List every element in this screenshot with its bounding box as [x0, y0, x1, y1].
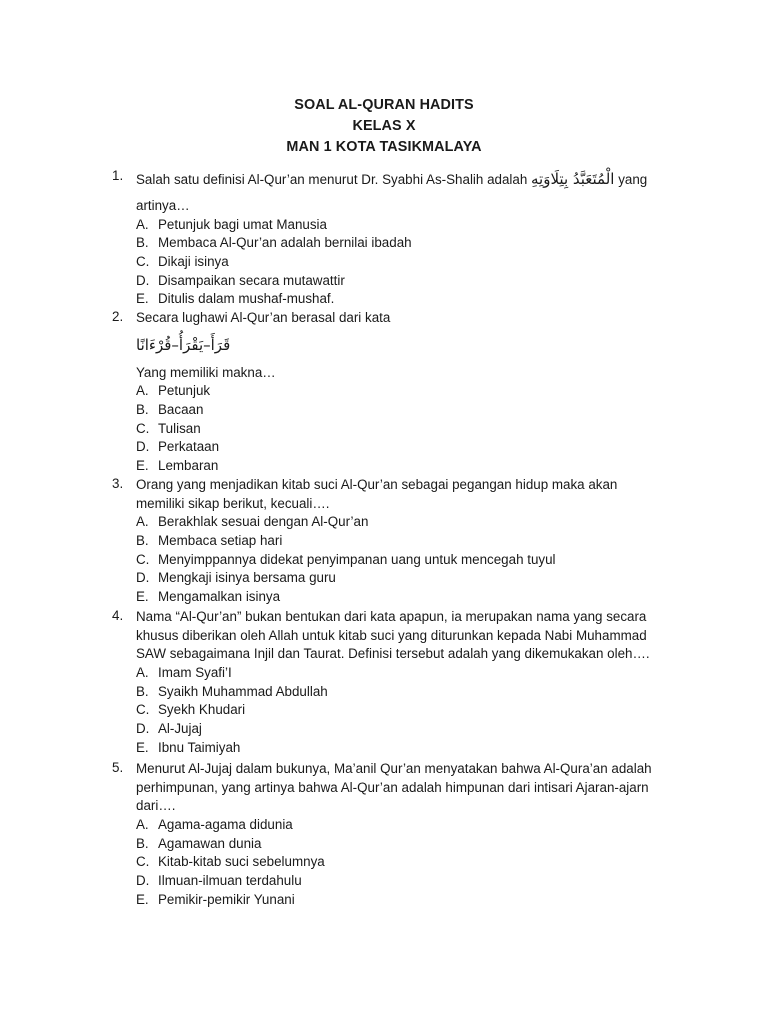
- option-c: C. Kitab-kitab suci sebelumnya: [136, 854, 325, 870]
- option-b: B. Bacaan: [136, 402, 204, 418]
- option-e: E. Lembaran: [136, 458, 219, 474]
- option-c: C. Tulisan: [136, 420, 201, 436]
- school-name: MAN 1 KOTA TASIKMALAYA: [286, 139, 482, 155]
- question-text-continued: artinya…: [136, 198, 190, 213]
- option-a: A. Berakhlak sesuai dengan Al-Qur’an: [136, 514, 369, 530]
- arabic-phrase: الْمُتَعَبَّدُ بِتِلَاوَتِهِ: [531, 170, 615, 188]
- question-text: Orang yang menjadikan kitab suci Al-Qur’an sebagai pegangan hidup maka akan memiliki sikap berikut, kecuali….: [136, 477, 618, 511]
- option-c: C. Dikaji isinya: [136, 254, 229, 270]
- question-text-continued: Yang memiliki makna…: [136, 364, 276, 380]
- option-a: A. Petunjuk bagi umat Manusia: [136, 216, 327, 232]
- question-3: [112, 476, 672, 607]
- option-c: C. Menyimppannya didekat penyimpanan uang untuk mencegah tuyul: [136, 551, 556, 567]
- option-e: E. Ibnu Taimiyah: [136, 739, 241, 755]
- options-list: [136, 513, 672, 606]
- document-header: [0, 95, 768, 158]
- option-e: E. Pemikir-pemikir Yunani: [136, 891, 295, 907]
- option-d: D. Ilmuan-ilmuan terdahulu: [136, 873, 302, 889]
- option-a: A. Agama-agama didunia: [136, 817, 293, 833]
- question-text: Secara lughawi Al-Qur’an berasal dari kata: [136, 310, 391, 325]
- option-e: E. Mengamalkan isinya: [136, 589, 281, 605]
- option-b: B. Syaikh Muhammad Abdullah: [136, 683, 328, 699]
- question-number: 2.: [112, 309, 124, 324]
- question-1: [112, 168, 672, 309]
- question-text: Menurut Al-Jujaj dalam bukunya, Ma’anil Qur’an menyatakan bahwa Al-Qura’an adalah perhimpunan, yang artinya bahwa Al-Qur’an adalah himpunan dari intisari Ajaran-ajarn dari….: [136, 761, 652, 814]
- option-a: A. Imam Syafi’I: [136, 665, 232, 681]
- question-number: 5.: [112, 760, 124, 775]
- option-a: A. Petunjuk: [136, 383, 211, 399]
- document-title: SOAL AL-QURAN HADITS: [294, 97, 474, 113]
- options-list: [136, 664, 672, 757]
- question-number: 4.: [112, 608, 124, 623]
- class-label: KELAS X: [352, 118, 416, 134]
- option-d: D. Disampaikan secara mutawattir: [136, 272, 345, 288]
- question-2: [112, 309, 672, 476]
- option-b: B. Agamawan dunia: [136, 835, 262, 851]
- option-d: D. Perkataan: [136, 439, 220, 455]
- question-text-before: Salah satu definisi Al-Qur’an menurut Dr. Syabhi As-Shalih adalah: [136, 172, 528, 187]
- options-list: [136, 816, 672, 909]
- option-d: D. Al-Jujaj: [136, 721, 202, 737]
- question-text-after: yang: [618, 172, 648, 187]
- question-4: [112, 608, 672, 758]
- option-d: D. Mengkaji isinya bersama guru: [136, 570, 336, 586]
- question-5: [112, 760, 672, 910]
- option-b: B. Membaca setiap hari: [136, 533, 283, 549]
- options-list: [136, 382, 672, 475]
- question-number: 3.: [112, 476, 124, 491]
- question-number: 1.: [112, 168, 124, 183]
- options-list: [136, 216, 672, 309]
- question-text: Nama “Al-Qur’an” bukan bentukan dari kata apapun, ia merupakan nama yang secara khusus diberikan oleh Allah untuk kitab suci yang diturunkan kepada Nabi Muhammad SAW sebagaimana Injil dan Taurat. Definisi tersebut adalah yang dikemukakan oleh….: [136, 609, 650, 662]
- arabic-word-forms: قَرَأَ–يَقْرَأُ–قُرْءَانًا: [136, 335, 231, 354]
- option-b: B. Membaca Al-Qur’an adalah bernilai ibadah: [136, 235, 412, 251]
- question-text: [136, 168, 672, 191]
- option-e: E. Ditulis dalam mushaf-mushaf.: [136, 291, 335, 307]
- option-c: C. Syekh Khudari: [136, 702, 246, 718]
